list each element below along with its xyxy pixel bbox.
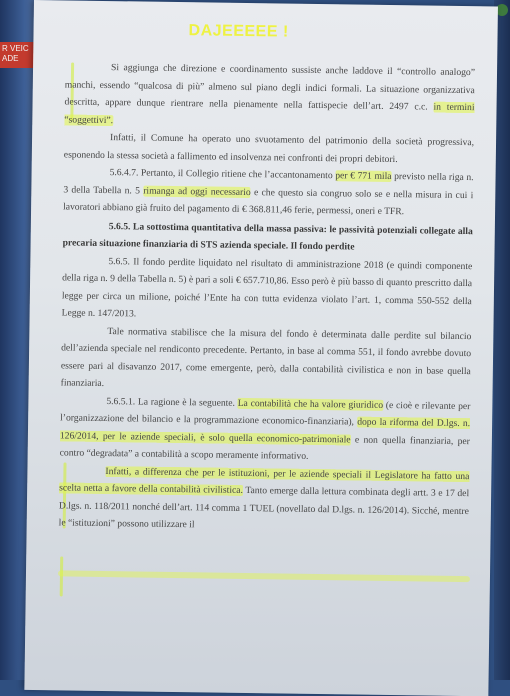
text-segment: e che questo sia congruo solo se e nella misura in cui i lavoratori abbiano già fruito del pagamento di € 368.811,46 ferie, permessi, oneri e TFR. (63, 186, 474, 218)
highlighted-text: in termini “soggettivi”. (64, 101, 475, 126)
paragraph (59, 462, 470, 538)
highlighted-text: La contabilità che ha valore giuridico (237, 397, 384, 411)
text-segment: (e cioè e rilevante per l’organizzazione del bilancio e la programmazione economico-finanziaria), (60, 399, 471, 428)
section-heading (62, 217, 472, 258)
highlighted-text: rimanga ad oggi necessario (143, 185, 251, 198)
paragraph (60, 392, 471, 468)
paragraph (62, 252, 473, 328)
highlighted-text: dopo la riforma del D.lgs. n. 126/2014, per le aziende speciali, è solo quella economico-patrimoniale (59, 416, 471, 445)
text-segment: 5.6.5. La sottostima quantitativa della massa passiva: le passività potenziali collegate alla precaria situazione finanziaria di STS azienda speciale. Il fondo perdite (62, 220, 473, 253)
highlighter-underline (58, 570, 470, 582)
text-segment: 5.6.5.1. La ragione è la seguente. (106, 395, 238, 409)
text-segment: Infatti, il Comune ha operato uno svuotamento del patrimonio della società progressiva, esponendo la stessa società a fallimento ed insolvenza nei confronti dei propri debitori. (63, 132, 475, 165)
document-page (24, 0, 498, 696)
paragraph (63, 163, 474, 221)
paragraph (64, 58, 475, 134)
highlighted-text: per € 771 mila (335, 170, 392, 183)
background-sign-subtext: ADE (2, 54, 19, 63)
text-segment: 5.6.5. Il fondo perdite liquidato nel risultato di amministrazione 2018 (e quindi componente della riga n. 9 della Tabella n. 5) è pari a soli € 657.710,86. Esso però è più basso di quanto prescritto dalla legge per circa un milione, poiché l’Ente ha con tutta evidenza violato l’art. 1, comma 550-552 della Legge n. 147/2013. (61, 255, 473, 320)
text-segment: Tale normativa stabilisce che la misura del fondo è determinata dalle perdite sul bilancio dell’azienda speciale nel rendiconto precedente. Pertanto, in base al comma 551, il fondo avrebbe dovuto essere pari al disavanzo 2017, come emergente, però, dalla contabilità civilistica e non in base quella finanziaria. (60, 325, 472, 390)
paragraph (61, 322, 472, 398)
text-segment: 5.6.4.7. Pertanto, il Collegio ritiene che l’accantonamento (109, 167, 336, 182)
background-sign-text: R VEIC (2, 44, 29, 53)
text-segment: e non quella finanziaria, per contro “degradata” a contabilità a scopo meramente informativo. (59, 433, 470, 462)
text-segment: Tanto emerge dalla lettura combinata degli artt. 3 e 17 del D.lgs. n. 118/2011 nonché dell’art. 114 comma 1 TUEL (novellato dal D.lgs. n. 126/2014). Sicché, mentre le “istituzioni” possono utilizzare il (58, 484, 470, 531)
highlighted-text: Infatti, a differenza che per le istituzioni, per le aziende speciali il Legislatore ha fatto una scelta netta a favore della contabilità civilistica. (59, 465, 470, 496)
paragraph (64, 128, 474, 169)
background-sign (0, 42, 34, 68)
text-segment: Si aggiunga che direzione e coordinamento sussiste anche laddove il “controllo analogo” manchi, essendo “qualcosa di più” almeno sul piano degli indici formali. La situazione organizzativa descritta, appare dunque rientrare nella pienamente nella fattispecie dell’art. 2497 c.c. (64, 62, 476, 113)
text-segment: previsto nella riga n. 3 della Tabella n. 5 (63, 171, 474, 197)
page-title: DAJEEEEE ! (188, 22, 289, 41)
document-body (59, 58, 476, 537)
